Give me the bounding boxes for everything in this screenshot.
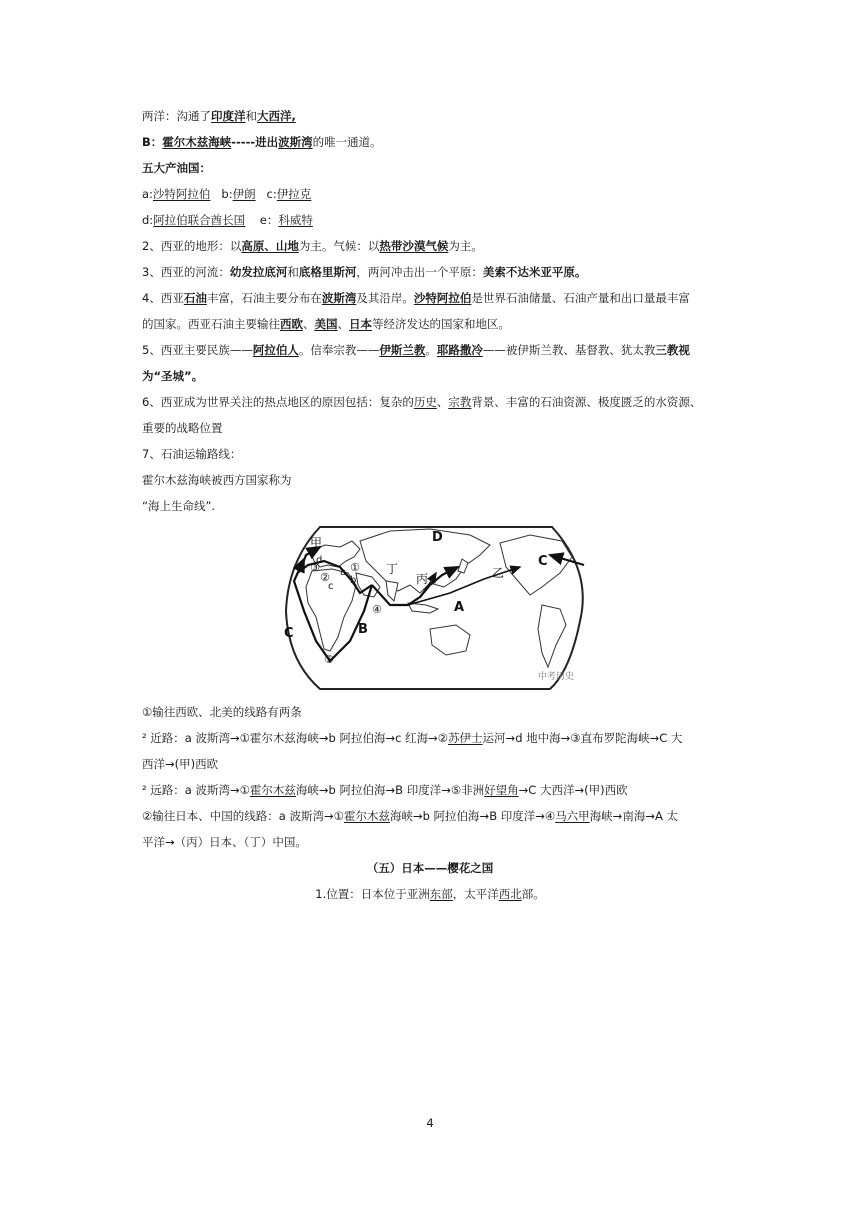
text: d: (142, 213, 154, 227)
text: 2、西亚的地形：以 (142, 239, 242, 253)
text-line-oil-1 (142, 290, 732, 306)
term: 沙特阿拉伯 (152, 187, 211, 201)
term: 耶路撒冷 (436, 343, 483, 357)
text: 丰富，石油主要分布在 (206, 291, 322, 305)
text: 樱花之国 (447, 861, 494, 875)
text-line-hotspot (142, 394, 732, 410)
text-line-people (142, 342, 732, 358)
map-svg (280, 521, 592, 693)
text-line-japan-location (0, 886, 860, 902)
map-label-C-west: C (284, 626, 294, 641)
term: 底格里斯河 (298, 265, 357, 279)
text: 部。 (521, 887, 545, 901)
term: 幼发拉底河 (229, 265, 288, 279)
term: 霍尔木兹 (249, 783, 296, 797)
text-line-strategic: 重要的战略位置 (142, 421, 223, 435)
text: ②输往日本、中国的线路：a 波斯湾→① (142, 809, 344, 823)
term: 沙特阿拉伯 (413, 291, 472, 305)
text: 海峡→南海→A 太 (589, 809, 678, 823)
text-line-routes-heading: 7、石油运输路线： (142, 447, 242, 461)
text: 两洋：沟通了 (142, 109, 211, 123)
map-label-C-east: C (538, 554, 548, 569)
oil-route-map (280, 521, 592, 693)
text: ² 近路：a 波斯湾→①霍尔木兹海峡→b 阿拉伯海→c 红海→② (142, 731, 449, 745)
text: 、 (337, 317, 349, 331)
term: 马六甲 (555, 809, 590, 823)
map-label-1: ① (350, 561, 360, 574)
heading-oil-countries: 五大产油国： (142, 161, 211, 175)
map-label-ding: 丁 (386, 562, 399, 576)
map-watermark: 中考历史 (538, 672, 575, 682)
text-line-east-route-end: 平洋→（丙）日本、（丁）中国。 (142, 835, 307, 849)
term: 波斯湾 (321, 291, 357, 305)
text-line-terrain (142, 238, 732, 254)
text-line-hormuz (142, 134, 732, 150)
term-hormuz: 霍尔木兹海峡 (162, 135, 232, 149)
map-label-A: A (454, 600, 465, 615)
text: 海峡→b 阿拉伯海→B 印度洋→⑤非洲 (295, 783, 485, 797)
text: 6、西亚成为世界关注的热点地区的原因包括：复杂的 (142, 395, 414, 409)
term: 石油 (183, 291, 207, 305)
map-label-5: ⑤ (324, 653, 334, 666)
text: a: (142, 187, 153, 201)
term-persian-gulf: 波斯湾 (278, 135, 313, 149)
text: 及其沿岸。 (356, 291, 414, 305)
text: 运河→d 地中海→③直布罗陀海峡→C 大 (482, 731, 683, 745)
text: b: (210, 187, 233, 201)
text-line-lifeline: “海上生命线”. (142, 499, 216, 513)
term-suez: 苏伊士 (448, 731, 483, 745)
text-line-countries-1 (142, 186, 732, 202)
text: 为主。 (448, 239, 483, 253)
term-indian-ocean: 印度洋 (211, 109, 246, 123)
term: 伊斯兰教 (379, 343, 426, 357)
text: 海峡→b 阿拉伯海→B 印度洋→④ (389, 809, 556, 823)
term: 伊拉克 (276, 187, 312, 201)
term: 科威特 (278, 213, 313, 227)
term: 好望角 (484, 783, 519, 797)
map-label-b: b (350, 575, 357, 586)
text: 4、西亚 (142, 291, 184, 305)
text: 1.位置：日本位于亚洲 (315, 887, 430, 901)
term: 西欧 (280, 317, 303, 331)
text: 、 (303, 317, 315, 331)
text: 等经济发达的国家和地区。 (372, 317, 510, 331)
text: 。 (425, 343, 437, 357)
text: 是世界石油储量、石油产量和出口量最丰富 (471, 291, 690, 305)
term: 宗教 (448, 395, 472, 409)
text: 和 (287, 265, 299, 279)
text-line-oceans (142, 108, 732, 124)
text: 和 (245, 109, 257, 123)
map-label-bing: 丙 (416, 572, 429, 586)
text: 为主。气候：以 (298, 239, 380, 253)
term: 阿拉伯人 (252, 343, 299, 357)
text-line-long-route (142, 782, 732, 798)
text-line-countries-2 (142, 212, 732, 228)
text: B： (142, 135, 163, 149)
text-line-rivers (142, 264, 732, 280)
text-line-holy-city: 为“圣城”。 (142, 369, 204, 383)
map-label-D: D (432, 530, 443, 545)
text-line-east-route (142, 808, 732, 824)
map-label-d: d (316, 555, 323, 566)
term: 高原、山地 (241, 239, 299, 253)
text-line-hormuz-called: 霍尔木兹海峡被西方国家称为 (142, 473, 292, 487)
text-line-short-route (142, 730, 732, 746)
term: 东部 (429, 887, 453, 901)
map-label-jia: 甲 (310, 536, 323, 550)
text: ，太平洋 (452, 887, 499, 901)
text: 背景、丰富的石油资源、极度匮乏的水资源、 (471, 395, 702, 409)
term: 伊朗 (232, 187, 256, 201)
text: 5、西亚主要民族—— (142, 343, 253, 357)
text-line-short-route-end: 西洋→(甲)西欧 (142, 757, 219, 771)
text: -----进出 (231, 135, 279, 149)
text: →C 大西洋→(甲)西欧 (518, 783, 628, 797)
text: 的唯一通道。 (312, 135, 382, 149)
text: ——被伊斯兰教、基督教、犹太教 (482, 343, 656, 357)
map-label-c: c (328, 581, 334, 592)
text-line-routes-west: ①输往西欧、北美的线路有两条 (142, 705, 302, 719)
text: 3、西亚的河流： (142, 265, 230, 279)
term: 美国 (314, 317, 338, 331)
term: 西北 (498, 887, 522, 901)
term: 美索不达米亚平原。 (482, 265, 587, 279)
map-label-B: B (358, 622, 368, 637)
map-label-3: ③ (310, 561, 320, 574)
map-label-2: ② (320, 571, 330, 584)
term: 三教视 (655, 343, 690, 357)
text: 的国家。西亚石油主要输往 (142, 317, 280, 331)
map-label-yi: 乙 (492, 566, 505, 580)
map-label-a: a (340, 567, 347, 578)
text: ，两河冲击出一个平原： (356, 265, 483, 279)
term: 霍尔木兹 (343, 809, 390, 823)
text: （五）日本—— (366, 861, 448, 875)
section-heading-japan (0, 860, 860, 876)
term-atlantic: 大西洋, (257, 109, 296, 123)
text: 、 (436, 395, 449, 409)
term: 阿拉伯联合酋长国 (153, 213, 246, 227)
term: 日本 (349, 317, 372, 331)
text: e： (245, 213, 279, 227)
map-label-4: ④ (372, 603, 382, 616)
term: 历史 (413, 395, 437, 409)
text: ² 远路：a 波斯湾→① (142, 783, 250, 797)
text: 。信奉宗教—— (298, 343, 380, 357)
term: 热带沙漠气候 (379, 239, 449, 253)
text: c: (255, 187, 277, 201)
page-number: 4 (426, 1116, 434, 1130)
text-line-oil-2 (142, 316, 732, 332)
